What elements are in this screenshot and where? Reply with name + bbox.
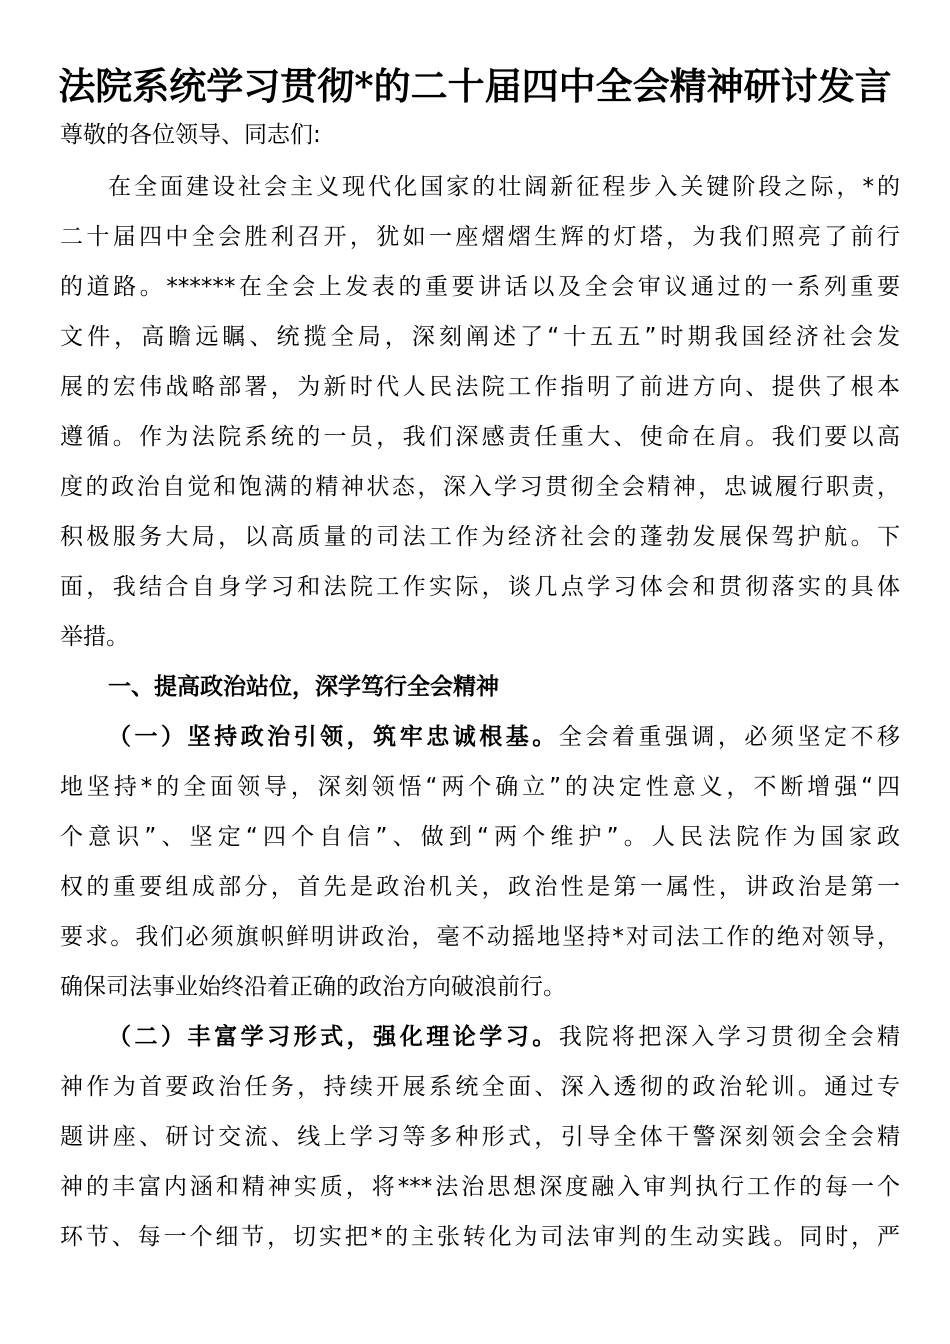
intro-line: 举措。	[60, 624, 129, 650]
intro-line: 的道路。******在全会上发表的重要讲话以及全会审议通过的一系列重要	[60, 274, 900, 300]
subsection-first-line	[108, 717, 900, 757]
subsection-first-line	[108, 1017, 900, 1057]
intro-line: 展的宏伟战略部署，为新时代人民法院工作指明了前进方向、提供了根本	[60, 374, 900, 400]
subsection-line: 地坚持*的全面领导，深刻领悟“两个确立”的决定性意义，不断增强“四	[60, 774, 900, 800]
subsection-text: 全会着重强调，必须坚定不移	[558, 724, 901, 750]
salutation: 尊敬的各位领导、同志们:	[60, 122, 321, 148]
subsection-line: 题讲座、研讨交流、线上学习等多种形式，引导全体干警深刻领会全会精	[60, 1124, 900, 1150]
intro-line: 遵循。作为法院系统的一员，我们深感责任重大、使命在肩。我们要以高	[60, 424, 900, 450]
subsection-line: 权的重要组成部分，首先是政治机关，政治性是第一属性，讲政治是第一	[60, 874, 900, 900]
section-heading: 一、提高政治站位，深学笃行全会精神	[108, 674, 499, 700]
intro-line: 文件，高瞻远瞩、统揽全局，深刻阐述了“十五五”时期我国经济社会发	[60, 324, 900, 350]
subsection-line: 确保司法事业始终沿着正确的政治方向破浪前行。	[60, 974, 566, 1000]
subsection-text: 我院将把深入学习贯彻全会精	[558, 1024, 901, 1050]
subsection-line: 要求。我们必须旗帜鲜明讲政治，毫不动摇地坚持*对司法工作的绝对领导，	[60, 924, 900, 950]
intro-line: 面，我结合自身学习和法院工作实际，谈几点学习体会和贯彻落实的具体	[60, 574, 900, 600]
subsection-line: 环节、每一个细节，切实把*的主张转化为司法审判的生动实践。同时，严	[60, 1224, 900, 1250]
subsection-line: 个意识”、坚定“四个自信”、做到“两个维护”。人民法院作为国家政	[60, 824, 900, 850]
subsection-line: 神作为首要政治任务，持续开展系统全面、深入透彻的政治轮训。通过专	[60, 1074, 900, 1100]
subsection-line: 神的丰富内涵和精神实质，将***法治思想深度融入审判执行工作的每一个	[60, 1174, 900, 1200]
intro-line: 积极服务大局，以高质量的司法工作为经济社会的蓬勃发展保驾护航。下	[60, 524, 900, 550]
intro-line: 在全面建设社会主义现代化国家的壮阔新征程步入关键阶段之际，*的	[108, 174, 900, 200]
subsection-heading: （一）坚持政治引领，筑牢忠诚根基。	[108, 724, 559, 750]
document-title: 法院系统学习贯彻*的二十届四中全会精神研讨发言	[58, 64, 892, 108]
intro-line: 度的政治自觉和饱满的精神状态，深入学习贯彻全会精神，忠诚履行职责，	[60, 474, 900, 500]
subsection-heading: （二）丰富学习形式，强化理论学习。	[108, 1024, 559, 1050]
intro-line: 二十届四中全会胜利召开，犹如一座熠熠生辉的灯塔，为我们照亮了前行	[60, 224, 900, 250]
